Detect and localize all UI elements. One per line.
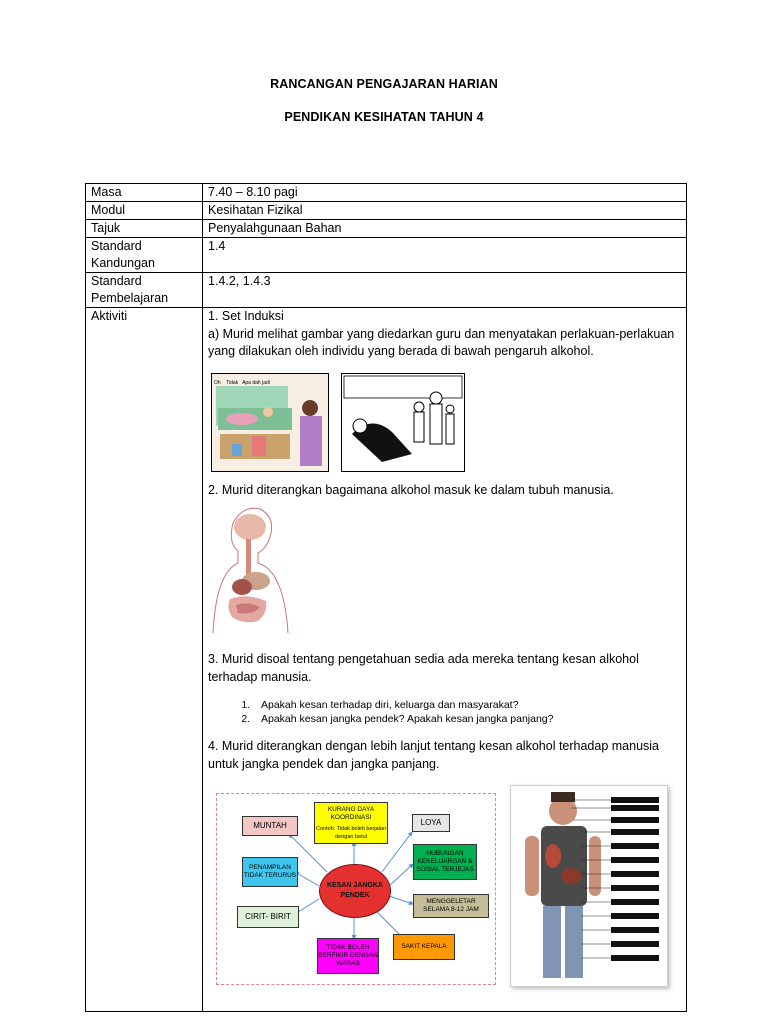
node-muntah: MUNTAH (242, 816, 298, 836)
digestive-system-icon (208, 503, 293, 638)
question-item: 2. Apakah kesan jangka pendek? Apakah kesan jangka panjang? (253, 712, 681, 726)
document-title: RANCANGAN PENGAJARAN HARIAN (270, 77, 498, 91)
node-sakit-kepala: SAKIT KEPALA (393, 934, 455, 960)
aktiviti-content (203, 308, 687, 1012)
question-list (208, 698, 681, 726)
row-standard-kandungan (86, 238, 687, 273)
label-modul: Modul (86, 202, 203, 220)
row-standard-pembelajaran (86, 273, 687, 308)
document-subtitle: PENDIKAN KESIHATAN TAHUN 4 (284, 110, 484, 124)
row-aktiviti (86, 308, 687, 1012)
drunk-man-icon (342, 374, 464, 471)
label-tajuk: Tajuk (86, 220, 203, 238)
digestive-system-illustration (208, 503, 681, 643)
label-aktiviti: Aktiviti (86, 308, 203, 1012)
label-standard-kandungan: Standard Kandungan (86, 238, 203, 273)
step-4-text: 4. Murid diterangkan dengan lebih lanjut tentang kesan alkohol terhadap manusia untuk jangka pendek dan jangka panjang. (208, 739, 660, 771)
node-cirit-birit: CIRIT- BIRIT (237, 906, 299, 928)
value-standard-pembelajaran: 1.4.2, 1.4.3 (203, 273, 687, 308)
node-kurang-daya-note: Contoh: Tidak boleh berjalan dengan betul (315, 825, 387, 840)
row-modul (86, 202, 687, 220)
label-standard-pembelajaran: Standard Pembelajaran (86, 273, 203, 308)
alcohol-body-effects-illustration (510, 785, 668, 987)
step-a-text: a) Murid melihat gambar yang diedarkan guru dan menyatakan perlakuan-perlakuan yang dilakukan oleh individu yang berada di bawah pengaruh alkohol. (208, 326, 675, 358)
node-kurang-daya (314, 802, 388, 844)
step-2-text: 2. Murid diterangkan bagaimana alkohol masuk ke dalam tubuh manusia. (208, 482, 614, 497)
row-tajuk (86, 220, 687, 238)
label-masa: Masa (86, 184, 203, 202)
drunk-family-illustration (211, 373, 329, 472)
effects-figure (208, 785, 678, 990)
value-masa: 7.40 – 8.10 pagi (203, 184, 687, 202)
node-loya: LOYA (412, 814, 450, 832)
question-item: 1. Apakah kesan terhadap diri, keluarga dan masyarakat? (253, 698, 681, 712)
step-3-text: 3. Murid disoal tentang pengetahuan sedia ada mereka tentang kesan alkohol terhadap manusia. (208, 652, 639, 684)
set-induksi-heading: 1. Set Induksi (208, 309, 284, 323)
lesson-plan-table (85, 183, 687, 1012)
value-tajuk: Penyalahgunaan Bahan (203, 220, 687, 238)
illustration-caption: Oh Tidak Apa dah jadi (214, 379, 270, 386)
center-node: KESAN JANGKA PENDEK (319, 864, 391, 918)
value-standard-kandungan: 1.4 (203, 238, 687, 273)
human-body-icon (511, 786, 667, 986)
drunk-man-illustration (341, 373, 465, 472)
node-menggeletar: MENGGELETAR SELAMA 8-12 JAM (413, 894, 489, 918)
concept-map (216, 793, 496, 985)
row-masa (86, 184, 687, 202)
node-hubungan: HUBUNGAN KEKELUARGAN & SOSIAL TERJEJAS (413, 844, 477, 880)
illustration-row (211, 373, 681, 472)
node-penampilan: PENAMPILAN TIDAK TERURUS (242, 857, 298, 887)
node-tidak-boleh-berfikir: TIDAK BOLEH BERFIKIR DENGAN WARAS (317, 938, 379, 974)
value-modul: Kesihatan Fizikal (203, 202, 687, 220)
node-kurang-daya-label: KURANG DAYA KOORDINASI (327, 805, 375, 821)
